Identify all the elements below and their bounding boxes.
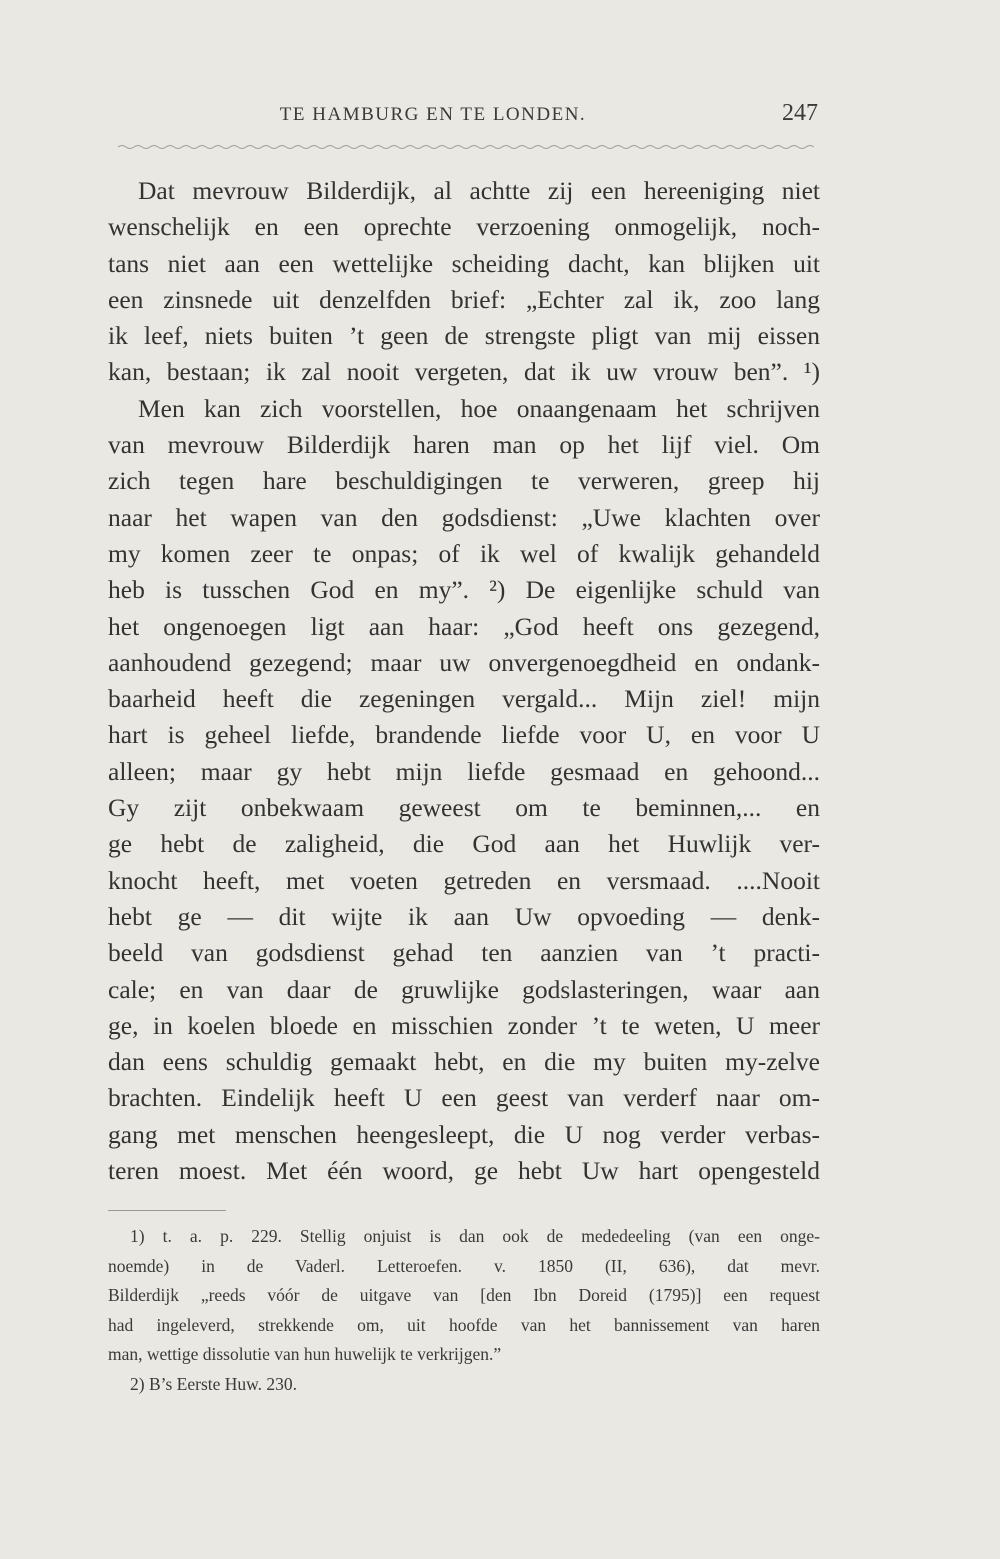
footnote-line: man, wettige dissolutie van hun huwelijk te verkrijgen.” bbox=[108, 1344, 502, 1364]
page-number: 247 bbox=[782, 100, 818, 126]
body-line: aanhoudend gezegend; maar uw onvergenoegdheid en ondank- bbox=[108, 647, 820, 677]
body-line: een zinsnede uit denzelfden brief: „Echter zal ik, zoo lang bbox=[108, 284, 820, 314]
body-line: ge, in koelen bloede en misschien zonder ’t te weten, U meer bbox=[108, 1010, 820, 1040]
body-line: my komen zeer te onpas; of ik wel of kwalijk gehandeld bbox=[108, 538, 820, 568]
footnote-line: 1) t. a. p. 229. Stellig onjuist is dan ook de mededeeling (van een onge- bbox=[130, 1226, 820, 1246]
body-line: Dat mevrouw Bilderdijk, al achtte zij een hereeniging niet bbox=[138, 176, 820, 205]
body-line: zich tegen hare beschuldigingen te verweren, greep hij bbox=[108, 466, 820, 496]
running-title: TE HAMBURG EN TE LONDEN. bbox=[279, 104, 587, 125]
footnotes bbox=[108, 1222, 820, 1399]
body-text bbox=[108, 173, 820, 1189]
body-line: gang met menschen heengesleept, die U nog verder verbas- bbox=[108, 1119, 820, 1149]
body-line: teren moest. Met één woord, ge hebt Uw hart opengesteld bbox=[108, 1156, 820, 1186]
body-line: van mevrouw Bilderdijk haren man op het lijf viel. Om bbox=[108, 430, 820, 460]
body-line: wenschelijk en een oprechte verzoening onmogelijk, noch- bbox=[108, 212, 820, 242]
body-line: Men kan zich voorstellen, hoe onaangenaam het schrijven bbox=[138, 393, 820, 423]
body-line: ik leef, niets buiten ’t geen de strengste pligt van mij eissen bbox=[108, 321, 820, 351]
body-line: kan, bestaan; ik zal nooit vergeten, dat ik uw vrouw ben”. ¹) bbox=[108, 357, 820, 387]
body-line: beeld van godsdienst gehad ten aanzien van ’t practi- bbox=[108, 938, 820, 968]
body-line: baarheid heeft die zegeningen vergald... Mijn ziel! mijn bbox=[108, 684, 820, 714]
body-line: Gy zijt onbekwaam geweest om te beminnen,... en bbox=[108, 793, 820, 823]
body-line: cale; en van daar de gruwlijke godslasteringen, waar aan bbox=[108, 974, 820, 1004]
footnote-line: had ingeleverd, strekkende om, uit hoofde van het bannissement van haren bbox=[108, 1314, 820, 1335]
body-line: heb is tusschen God en my”. ²) De eigenlijke schuld van bbox=[108, 575, 820, 605]
body-line: dan eens schuldig gemaakt hebt, en die my buiten my-zelve bbox=[108, 1047, 820, 1077]
body-line: alleen; maar gy hebt mijn liefde gesmaad en gehoond... bbox=[108, 756, 820, 786]
body-line: brachten. Eindelijk heeft U een geest van verderf naar om- bbox=[108, 1083, 820, 1113]
body-line: naar het wapen van den godsdienst: „Uwe klachten over bbox=[108, 502, 820, 532]
body-line: knocht heeft, met voeten getreden en versmaad. ....Nooit bbox=[108, 865, 820, 895]
body-line: hart is geheel liefde, brandende liefde voor U, en voor U bbox=[108, 720, 820, 750]
running-head bbox=[108, 100, 818, 136]
footnote-line: noemde) in de Vaderl. Letteroefen. v. 1850 (II, 636), dat mevr. bbox=[108, 1255, 820, 1276]
body-line: ge hebt de zaligheid, die God aan het Huwlijk ver- bbox=[108, 829, 820, 859]
body-line: tans niet aan een wettelijke scheiding dacht, kan blijken uit bbox=[108, 248, 820, 278]
footnote-line: 2) B’s Eerste Huw. 230. bbox=[130, 1373, 298, 1394]
body-line: het ongenoegen ligt aan haar: „God heeft ons gezegend, bbox=[108, 611, 820, 641]
footnote-line: Bilderdijk „reeds vóór de uitgave van [den Ibn Doreid (1795)] een request bbox=[108, 1285, 820, 1305]
body-line: hebt ge — dit wijte ik aan Uw opvoeding — denk- bbox=[108, 901, 820, 931]
header-rule bbox=[118, 144, 814, 150]
footnote-rule bbox=[108, 1210, 226, 1211]
